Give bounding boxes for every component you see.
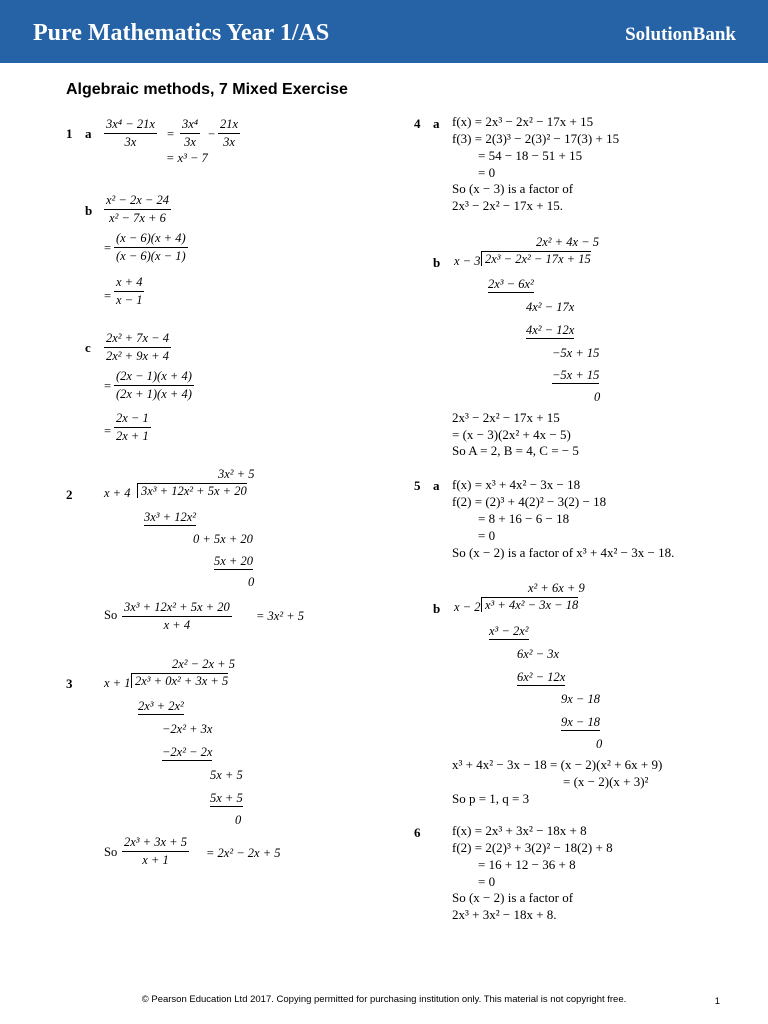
working-line: = 0 [478,165,496,180]
working-line: f(2) = 2(2)³ + 3(2)² − 18(2) + 8 [452,840,613,855]
working-line: f(x) = 2x³ − 2x² − 17x + 15 [452,114,594,129]
working-line: 9x − 18 [561,692,600,706]
working-line: So (x − 2) is a factor of x³ + 4x² − 3x − 18. [452,545,675,560]
working-line: = 54 − 18 − 51 + 15 [478,148,583,163]
working-line: −5x + 15 [552,346,600,360]
working-line: 6x² − 12x [517,670,566,684]
working-line: = 16 + 12 − 36 + 8 [478,857,576,872]
working-line: = (x − 2)(x + 3)² [563,774,649,789]
working-line: 0 [594,390,601,404]
working-line: 0 [596,737,603,751]
working-line: 5x + 20 [214,554,253,568]
working-line: x³ + 4x² − 3x − 18 = (x − 2)(x² + 6x + 9) [452,757,663,772]
working-line: So (x − 2) is a factor of [452,890,574,905]
question-number: 1 [66,126,73,141]
working-line: 3x³ + 12x² [144,510,197,524]
brand-label: SolutionBank [625,24,736,45]
page-header [0,0,768,63]
working-line: So A = 2, B = 4, C = − 5 [452,443,579,458]
fraction: $\frac{\text{2x³ + 3x + 5}}{x + 1}$ [124,835,187,867]
working-line: 0 [235,813,242,827]
result: = 3x² + 5 [256,609,305,623]
dividend: 2x³ − 2x² − 17x + 15 [481,252,591,267]
dividend: x³ + 4x² − 3x − 18 [481,598,578,613]
part-label: a [433,116,440,131]
fraction: $\frac{\text{3x⁴}}{3x}$ [182,117,199,149]
question-number: 3 [66,676,73,691]
working-line: = 8 + 16 − 6 − 18 [478,511,570,526]
dividend: 2x³ + 0x² + 3x + 5 [131,674,228,689]
so-label: So [104,608,118,622]
working-line: = 0 [478,528,496,543]
working-line: 6x² − 3x [517,647,560,661]
book-title: Pure Mathematics Year 1/AS [33,20,330,46]
fraction: $\frac{\text{2x² + 7x − 4}}{\text{2x² + 9x + 4}}$ [106,331,169,363]
working-line: f(2) = (2)³ + 4(2)² − 3(2) − 18 [452,494,607,509]
working-line: 5x + 5 [210,768,243,782]
working-line: x³ − 2x² [489,624,529,638]
working-line: So (x − 3) is a factor of [452,181,574,196]
page-number: 1 [714,996,720,1007]
divisor: x − 2 [454,600,481,614]
quotient: 3x² + 5 [218,467,255,481]
working-line: 4x² − 17x [526,300,575,314]
working-line: 2x³ − 6x² [488,277,534,291]
working-line: = (x − 3)(2x² + 4x − 5) [452,427,571,442]
section-title: Algebraic methods, 7 Mixed Exercise [66,81,348,98]
working-line: 2x³ − 2x² − 17x + 15 [452,410,560,425]
question-number: 6 [414,825,421,840]
divisor: x − 3 [454,254,481,268]
working-line: f(3) = 2(3)³ − 2(3)² − 17(3) + 15 [452,131,620,146]
working-line: 0 + 5x + 20 [193,532,253,546]
working-line: 4x² − 12x [526,323,575,337]
working-line: So p = 1, q = 3 [452,791,530,806]
working-line: 2x³ − 2x² − 17x + 15. [452,198,564,213]
divisor: x + 4 [104,486,131,500]
working-line: 2x³ + 2x² [138,699,184,713]
part-label: b [433,255,441,270]
fraction: $\frac{\text{x² − 2x − 24}}{\text{x² − 7x + 6}}$ [106,193,169,225]
fraction: $\frac{21x}{3x}$ [220,117,239,149]
working-line: f(x) = 2x³ + 3x² − 18x + 8 [452,823,587,838]
part-label: b [85,203,93,218]
working-line: 2x³ + 3x² − 18x + 8. [452,907,557,922]
working-line: 5x + 5 [210,791,243,805]
result: = x³ − 7 [166,151,208,165]
working-line: = 0 [478,874,496,889]
result: = 2x² − 2x + 5 [206,846,281,860]
working-line: 0 [248,575,255,589]
so-label: So [104,845,118,859]
working-line: −2x² − 2x [162,745,213,759]
working-line: −5x + 15 [552,368,600,382]
question-number: 2 [66,487,73,502]
quotient: 2x² + 4x − 5 [536,235,599,249]
divisor: x + 1 [104,676,131,690]
fraction: $\frac{x + 4}{x - 1}$ [116,275,143,307]
question-number: 4 [414,116,421,131]
quotient: x² + 6x + 9 [528,581,585,595]
fraction: $\frac{(x - 6)(x + 4)}{(x - 6)(x - 1)}$ [116,231,186,263]
part-label: a [433,478,440,493]
question-number: 5 [414,478,421,493]
dividend: 3x³ + 12x² + 5x + 20 [137,484,247,499]
part-label: a [85,126,92,141]
fraction: $\frac{\text{3x⁴ − 21x}}{3x}$ [106,117,155,149]
working-line: −2x² + 3x [162,722,213,736]
part-label: b [433,601,441,616]
fraction: $\frac{(2x - 1)(x + 4)}{(2x + 1)(x + 4)}$ [116,369,192,401]
fraction: $\frac{\text{3x³ + 12x² + 5x + 20}}{x + 4}$ [124,600,230,632]
working-line: f(x) = x³ + 4x² − 3x − 18 [452,477,581,492]
copyright-footer: © Pearson Education Ltd 2017. Copying permitted for purchasing institution only. This material is not copyright free. [141,994,627,1005]
part-label: c [85,340,91,355]
working-line: 9x − 18 [561,715,600,729]
quotient: 2x² − 2x + 5 [172,657,235,671]
fraction: $\frac{2x - 1}{2x + 1}$ [116,411,149,443]
